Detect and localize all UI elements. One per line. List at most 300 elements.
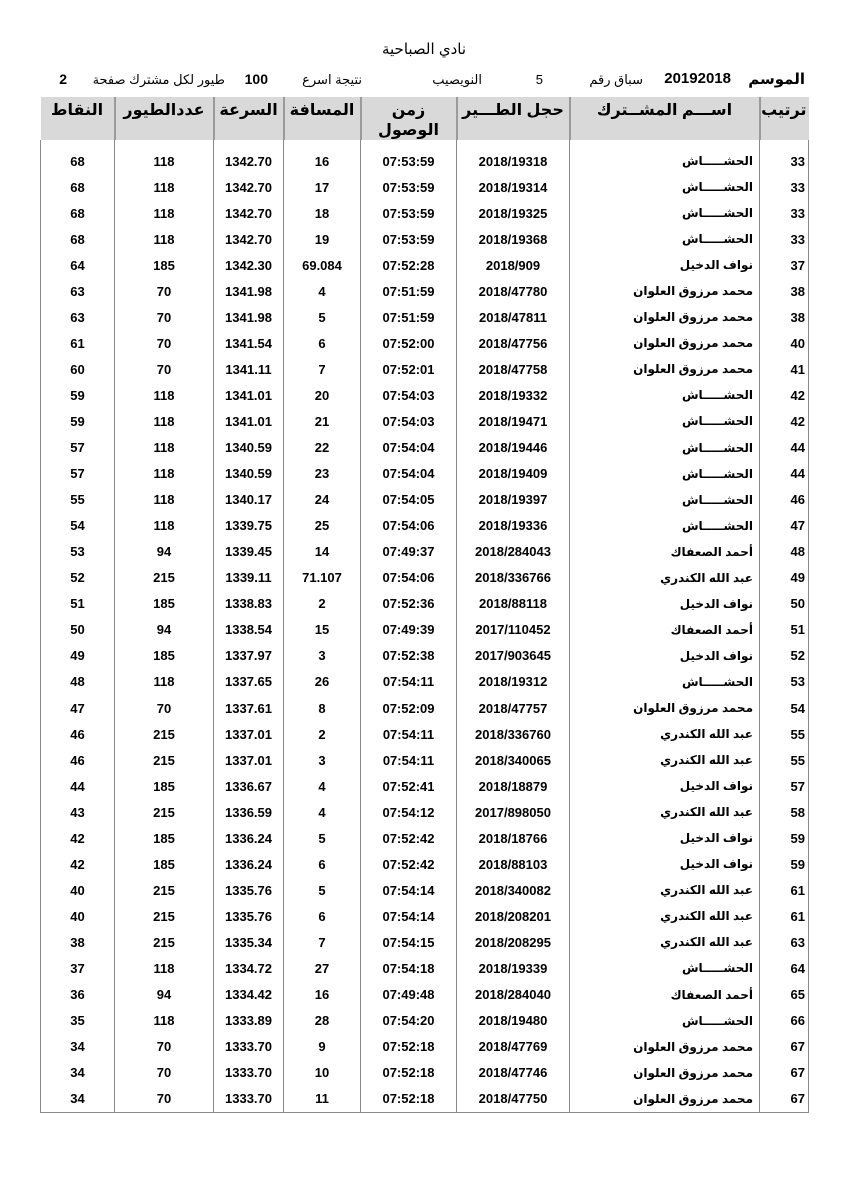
rank-cell: 64 [760, 955, 809, 981]
arrival-cell: 07:52:41 [361, 773, 457, 799]
rank-cell: 66 [760, 1008, 809, 1034]
points-cell: 42 [41, 825, 115, 851]
birds-cell: 70 [115, 1086, 214, 1113]
table-row [41, 1034, 809, 1060]
ring-cell: 2017/110452 [457, 617, 570, 643]
ring-cell: 2018/47757 [457, 695, 570, 721]
speed-cell: 1342.30 [214, 252, 284, 278]
distance-cell: 10 [284, 1060, 361, 1086]
name-cell: عبد الله الكندري [570, 799, 760, 825]
points-cell: 34 [41, 1086, 115, 1113]
ring-cell: 2018/19480 [457, 1008, 570, 1034]
arrival-cell: 07:54:11 [361, 721, 457, 747]
table-row [41, 1008, 809, 1034]
speed-cell: 1341.01 [214, 382, 284, 408]
table-row [41, 695, 809, 721]
points-cell: 59 [41, 408, 115, 434]
ring-cell: 2018/284043 [457, 539, 570, 565]
table-row [41, 747, 809, 773]
distance-cell: 22 [284, 435, 361, 461]
birds-cell: 215 [115, 799, 214, 825]
distance-cell: 27 [284, 955, 361, 981]
result-label: نتيجة اسرع [302, 72, 362, 87]
birds-cell: 70 [115, 330, 214, 356]
points-cell: 50 [41, 617, 115, 643]
speed-cell: 1333.70 [214, 1086, 284, 1113]
table-row [41, 226, 809, 252]
table-row [41, 304, 809, 330]
table-row [41, 487, 809, 513]
ring-cell: 2018/336766 [457, 565, 570, 591]
ring-cell: 2018/340082 [457, 877, 570, 903]
arrival-cell: 07:51:59 [361, 278, 457, 304]
speed-cell: 1333.70 [214, 1060, 284, 1086]
arrival-cell: 07:54:04 [361, 461, 457, 487]
birds-cell: 70 [115, 695, 214, 721]
speed-cell: 1341.01 [214, 408, 284, 434]
arrival-cell: 07:52:38 [361, 643, 457, 669]
rank-cell: 51 [760, 617, 809, 643]
name-cell: الحشـــــاش [570, 382, 760, 408]
arrival-cell: 07:54:20 [361, 1008, 457, 1034]
points-cell: 54 [41, 513, 115, 539]
speed-cell: 1336.24 [214, 825, 284, 851]
points-cell: 49 [41, 643, 115, 669]
points-cell: 63 [41, 304, 115, 330]
points-cell: 40 [41, 903, 115, 929]
header-birds: عددالطيور [115, 97, 214, 140]
rank-cell: 53 [760, 669, 809, 695]
speed-cell: 1341.11 [214, 356, 284, 382]
ring-cell: 2018/47756 [457, 330, 570, 356]
distance-cell: 6 [284, 851, 361, 877]
points-cell: 43 [41, 799, 115, 825]
ring-cell: 2018/19446 [457, 435, 570, 461]
race-info-line [55, 70, 805, 90]
name-cell: الحشـــــاش [570, 408, 760, 434]
table-row [41, 799, 809, 825]
table-row [41, 982, 809, 1008]
table-row [41, 382, 809, 408]
birds-cell: 94 [115, 982, 214, 1008]
table-row [41, 955, 809, 981]
speed-cell: 1336.59 [214, 799, 284, 825]
per-subscriber-label: طيور لكل مشترك صفحة [92, 72, 225, 87]
table-row [41, 1060, 809, 1086]
birds-cell: 215 [115, 565, 214, 591]
distance-cell: 4 [284, 799, 361, 825]
club-title: نادي الصباحية [381, 41, 467, 58]
rank-cell: 67 [760, 1086, 809, 1113]
header-ring: حجل الطـــير [457, 97, 570, 140]
distance-cell: 23 [284, 461, 361, 487]
points-cell: 34 [41, 1060, 115, 1086]
arrival-cell: 07:52:42 [361, 825, 457, 851]
arrival-cell: 07:54:14 [361, 877, 457, 903]
name-cell: نواف الدخيل [570, 773, 760, 799]
ring-cell: 2018/19339 [457, 955, 570, 981]
birds-cell: 118 [115, 226, 214, 252]
birds-cell: 94 [115, 617, 214, 643]
name-cell: الحشـــــاش [570, 1008, 760, 1034]
speed-cell: 1341.98 [214, 278, 284, 304]
points-cell: 57 [41, 435, 115, 461]
birds-cell: 70 [115, 1034, 214, 1060]
name-cell: الحشـــــاش [570, 461, 760, 487]
points-cell: 60 [41, 356, 115, 382]
birds-cell: 215 [115, 929, 214, 955]
ring-cell: 2018/47769 [457, 1034, 570, 1060]
table-row [41, 278, 809, 304]
distance-cell: 7 [284, 929, 361, 955]
distance-cell: 9 [284, 1034, 361, 1060]
rank-cell: 44 [760, 435, 809, 461]
header-arrival: زمن الوصول [361, 97, 457, 140]
table-row [41, 252, 809, 278]
distance-cell: 4 [284, 278, 361, 304]
name-cell: محمد مرزوق العلوان [570, 356, 760, 382]
speed-cell: 1335.34 [214, 929, 284, 955]
distance-cell: 5 [284, 825, 361, 851]
ring-cell: 2018/19314 [457, 174, 570, 200]
rank-cell: 33 [760, 200, 809, 226]
points-cell: 40 [41, 877, 115, 903]
result-count: 100 [244, 71, 268, 87]
speed-cell: 1338.54 [214, 617, 284, 643]
ring-cell: 2018/19318 [457, 148, 570, 174]
points-cell: 61 [41, 330, 115, 356]
rank-cell: 54 [760, 695, 809, 721]
arrival-cell: 07:49:39 [361, 617, 457, 643]
table-row [41, 721, 809, 747]
distance-cell: 6 [284, 330, 361, 356]
speed-cell: 1337.65 [214, 669, 284, 695]
points-cell: 64 [41, 252, 115, 278]
rank-cell: 49 [760, 565, 809, 591]
birds-cell: 70 [115, 278, 214, 304]
rank-cell: 52 [760, 643, 809, 669]
name-cell: عبد الله الكندري [570, 903, 760, 929]
season-label: الموسم [748, 71, 805, 88]
table-row [41, 174, 809, 200]
birds-cell: 185 [115, 252, 214, 278]
arrival-cell: 07:52:36 [361, 591, 457, 617]
rank-cell: 40 [760, 330, 809, 356]
name-cell: محمد مرزوق العلوان [570, 1060, 760, 1086]
header-points: النقاط [50, 102, 104, 119]
arrival-cell: 07:52:09 [361, 695, 457, 721]
points-cell: 36 [41, 982, 115, 1008]
points-cell: 48 [41, 669, 115, 695]
results-table [40, 97, 809, 1113]
ring-cell: 2018/18879 [457, 773, 570, 799]
distance-cell: 16 [284, 982, 361, 1008]
birds-cell: 185 [115, 643, 214, 669]
name-cell: محمد مرزوق العلوان [570, 330, 760, 356]
arrival-cell: 07:52:00 [361, 330, 457, 356]
speed-cell: 1342.70 [214, 174, 284, 200]
points-cell: 53 [41, 539, 115, 565]
speed-cell: 1340.17 [214, 487, 284, 513]
birds-cell: 215 [115, 903, 214, 929]
table-header-row [41, 97, 809, 140]
speed-cell: 1334.72 [214, 955, 284, 981]
points-cell: 68 [41, 200, 115, 226]
table-row [41, 461, 809, 487]
speed-cell: 1336.67 [214, 773, 284, 799]
ring-cell: 2018/18766 [457, 825, 570, 851]
table-row [41, 435, 809, 461]
name-cell: نواف الدخيل [570, 825, 760, 851]
ring-cell: 2018/47750 [457, 1086, 570, 1113]
name-cell: الحشـــــاش [570, 487, 760, 513]
name-cell: الحشـــــاش [570, 200, 760, 226]
rank-cell: 33 [760, 174, 809, 200]
points-cell: 47 [41, 695, 115, 721]
name-cell: عبد الله الكندري [570, 747, 760, 773]
distance-cell: 20 [284, 382, 361, 408]
ring-cell: 2018/19409 [457, 461, 570, 487]
ring-cell: 2018/336760 [457, 721, 570, 747]
name-cell: محمد مرزوق العلوان [570, 304, 760, 330]
distance-cell: 2 [284, 591, 361, 617]
distance-cell: 5 [284, 304, 361, 330]
arrival-cell: 07:52:28 [361, 252, 457, 278]
name-cell: نواف الدخيل [570, 252, 760, 278]
arrival-cell: 07:54:11 [361, 669, 457, 695]
arrival-cell: 07:54:03 [361, 382, 457, 408]
table-row [41, 200, 809, 226]
ring-cell: 2018/19332 [457, 382, 570, 408]
ring-cell: 2018/47780 [457, 278, 570, 304]
rank-cell: 33 [760, 148, 809, 174]
ring-cell: 2018/19325 [457, 200, 570, 226]
ring-cell: 2018/284040 [457, 982, 570, 1008]
rank-cell: 59 [760, 851, 809, 877]
points-cell: 55 [41, 487, 115, 513]
ring-cell: 2018/19397 [457, 487, 570, 513]
rank-cell: 65 [760, 982, 809, 1008]
table-row [41, 356, 809, 382]
ring-cell: 2018/208295 [457, 929, 570, 955]
birds-cell: 118 [115, 955, 214, 981]
name-cell: أحمد الصعفاك [570, 617, 760, 643]
rank-cell: 58 [760, 799, 809, 825]
arrival-cell: 07:52:18 [361, 1060, 457, 1086]
name-cell: محمد مرزوق العلوان [570, 695, 760, 721]
name-cell: محمد مرزوق العلوان [570, 1086, 760, 1113]
ring-cell: 2018/208201 [457, 903, 570, 929]
ring-cell: 2018/88103 [457, 851, 570, 877]
speed-cell: 1340.59 [214, 461, 284, 487]
arrival-cell: 07:53:59 [361, 174, 457, 200]
points-cell: 68 [41, 148, 115, 174]
distance-cell: 14 [284, 539, 361, 565]
name-cell: الحشـــــاش [570, 226, 760, 252]
season-value: 20192018 [664, 70, 731, 87]
ring-cell: 2018/47758 [457, 356, 570, 382]
name-cell: أحمد الصعفاك [570, 982, 760, 1008]
birds-cell: 118 [115, 461, 214, 487]
birds-cell: 185 [115, 773, 214, 799]
ring-cell: 2018/47746 [457, 1060, 570, 1086]
table-row [41, 148, 809, 174]
points-cell: 35 [41, 1008, 115, 1034]
birds-cell: 215 [115, 877, 214, 903]
birds-cell: 215 [115, 721, 214, 747]
header-speed: السرعة [214, 97, 284, 140]
name-cell: نواف الدخيل [570, 851, 760, 877]
table-row [41, 929, 809, 955]
arrival-cell: 07:54:05 [361, 487, 457, 513]
arrival-cell: 07:54:18 [361, 955, 457, 981]
speed-cell: 1337.97 [214, 643, 284, 669]
table-row [41, 903, 809, 929]
birds-cell: 215 [115, 747, 214, 773]
distance-cell: 69.084 [284, 252, 361, 278]
distance-cell: 71.107 [284, 565, 361, 591]
birds-cell: 118 [115, 513, 214, 539]
speed-cell: 1333.89 [214, 1008, 284, 1034]
table-row [41, 591, 809, 617]
rank-cell: 37 [760, 252, 809, 278]
arrival-cell: 07:54:03 [361, 408, 457, 434]
name-cell: محمد مرزوق العلوان [570, 278, 760, 304]
points-cell: 46 [41, 721, 115, 747]
arrival-cell: 07:54:15 [361, 929, 457, 955]
rank-cell: 67 [760, 1060, 809, 1086]
distance-cell: 3 [284, 747, 361, 773]
birds-cell: 118 [115, 487, 214, 513]
table-row [41, 408, 809, 434]
points-cell: 46 [41, 747, 115, 773]
ring-cell: 2017/898050 [457, 799, 570, 825]
points-cell: 68 [41, 226, 115, 252]
table-row [41, 877, 809, 903]
distance-cell: 8 [284, 695, 361, 721]
speed-cell: 1339.75 [214, 513, 284, 539]
name-cell: الحشـــــاش [570, 955, 760, 981]
speed-cell: 1342.70 [214, 226, 284, 252]
distance-cell: 24 [284, 487, 361, 513]
points-cell: 63 [41, 278, 115, 304]
arrival-cell: 07:54:11 [361, 747, 457, 773]
ring-cell: 2018/19471 [457, 408, 570, 434]
name-cell: الحشـــــاش [570, 513, 760, 539]
arrival-cell: 07:53:59 [361, 148, 457, 174]
name-cell: عبد الله الكندري [570, 929, 760, 955]
arrival-cell: 07:54:14 [361, 903, 457, 929]
ring-cell: 2018/340065 [457, 747, 570, 773]
speed-cell: 1337.01 [214, 747, 284, 773]
results-body [41, 140, 809, 1112]
rank-cell: 44 [760, 461, 809, 487]
birds-cell: 70 [115, 1060, 214, 1086]
rank-cell: 42 [760, 408, 809, 434]
speed-cell: 1335.76 [214, 903, 284, 929]
distance-cell: 11 [284, 1086, 361, 1113]
speed-cell: 1339.45 [214, 539, 284, 565]
name-cell: أحمد الصعفاك [570, 539, 760, 565]
distance-cell: 6 [284, 903, 361, 929]
page-number: 2 [59, 71, 67, 87]
header-rank: ترتيب [760, 97, 809, 140]
points-cell: 37 [41, 955, 115, 981]
arrival-cell: 07:52:42 [361, 851, 457, 877]
rank-cell: 63 [760, 929, 809, 955]
speed-cell: 1333.70 [214, 1034, 284, 1060]
rank-cell: 55 [760, 721, 809, 747]
name-cell: عبد الله الكندري [570, 877, 760, 903]
speed-cell: 1341.98 [214, 304, 284, 330]
rank-cell: 61 [760, 877, 809, 903]
rank-cell: 38 [760, 278, 809, 304]
race-label: سباق رقم [589, 72, 643, 87]
distance-cell: 18 [284, 200, 361, 226]
arrival-cell: 07:53:59 [361, 226, 457, 252]
table-row [41, 565, 809, 591]
name-cell: عبد الله الكندري [570, 721, 760, 747]
points-cell: 57 [41, 461, 115, 487]
ring-cell: 2018/19336 [457, 513, 570, 539]
name-cell: الحشـــــاش [570, 148, 760, 174]
birds-cell: 118 [115, 382, 214, 408]
name-cell: عبد الله الكندري [570, 565, 760, 591]
name-cell: نواف الدخيل [570, 643, 760, 669]
birds-cell: 185 [115, 825, 214, 851]
speed-cell: 1335.76 [214, 877, 284, 903]
birds-cell: 118 [115, 435, 214, 461]
birds-cell: 118 [115, 174, 214, 200]
table-row [41, 643, 809, 669]
arrival-cell: 07:52:18 [361, 1086, 457, 1113]
distance-cell: 7 [284, 356, 361, 382]
rank-cell: 67 [760, 1034, 809, 1060]
distance-cell: 19 [284, 226, 361, 252]
table-row [41, 669, 809, 695]
name-cell: الحشـــــاش [570, 435, 760, 461]
arrival-cell: 07:51:59 [361, 304, 457, 330]
rank-cell: 46 [760, 487, 809, 513]
arrival-cell: 07:54:06 [361, 513, 457, 539]
rank-cell: 59 [760, 825, 809, 851]
rank-cell: 55 [760, 747, 809, 773]
race-number: 5 [535, 72, 543, 87]
speed-cell: 1334.42 [214, 982, 284, 1008]
speed-cell: 1341.54 [214, 330, 284, 356]
points-cell: 52 [41, 565, 115, 591]
table-row [41, 773, 809, 799]
ring-cell: 2018/88118 [457, 591, 570, 617]
rank-cell: 48 [760, 539, 809, 565]
rank-cell: 57 [760, 773, 809, 799]
distance-cell: 5 [284, 877, 361, 903]
name-cell: الحشـــــاش [570, 174, 760, 200]
name-cell: الحشـــــاش [570, 669, 760, 695]
ring-cell: 2018/47811 [457, 304, 570, 330]
points-cell: 51 [41, 591, 115, 617]
speed-cell: 1337.01 [214, 721, 284, 747]
name-cell: نواف الدخيل [570, 591, 760, 617]
arrival-cell: 07:52:18 [361, 1034, 457, 1060]
distance-cell: 28 [284, 1008, 361, 1034]
distance-cell: 3 [284, 643, 361, 669]
birds-cell: 185 [115, 591, 214, 617]
race-location: النويصيب [432, 72, 482, 87]
points-cell: 59 [41, 382, 115, 408]
table-row [41, 851, 809, 877]
points-cell: 68 [41, 174, 115, 200]
